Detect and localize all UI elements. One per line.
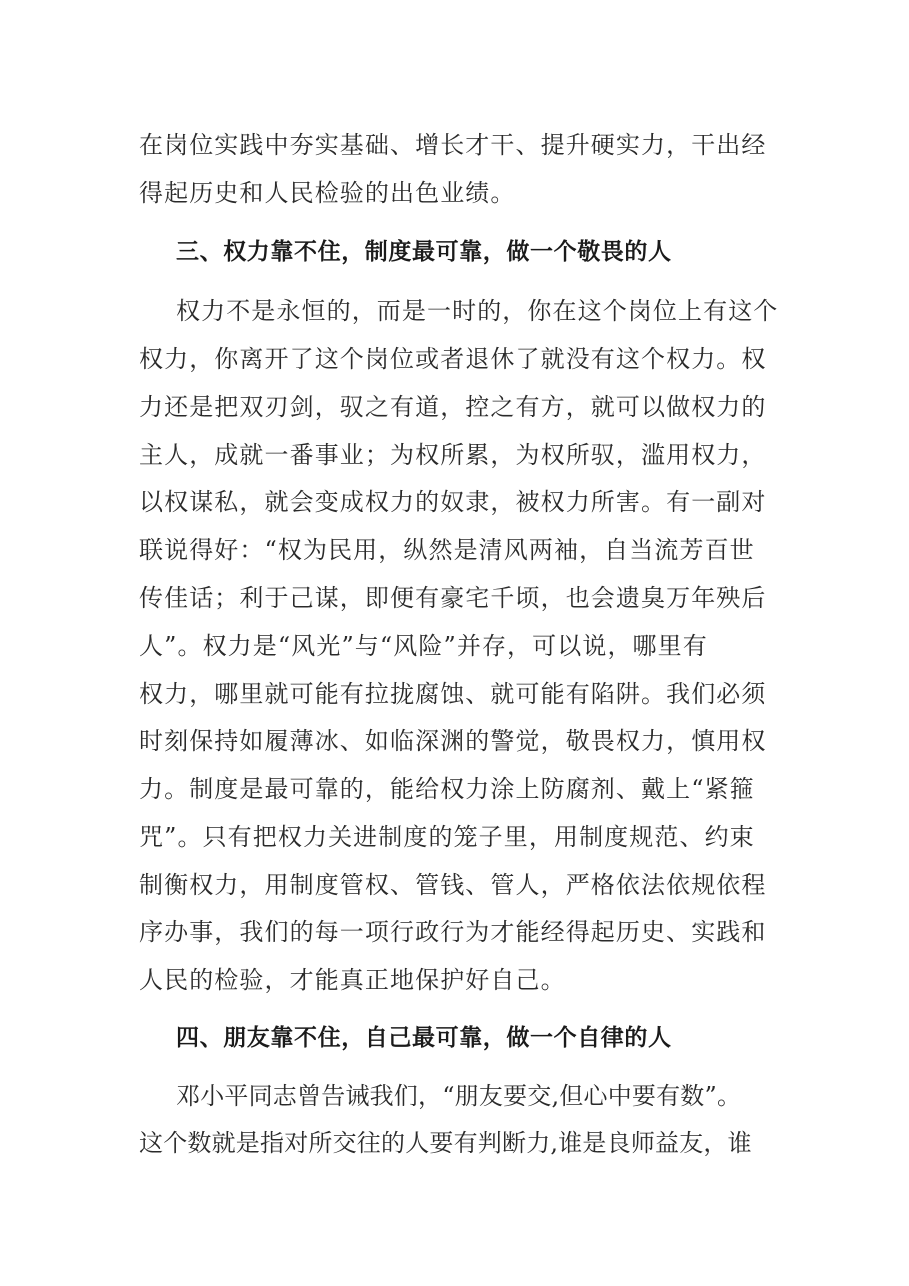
body-text-line: 以权谋私，就会变成权力的奴隶，被权力所害。有一副对 [139, 488, 767, 516]
section-heading-4: 四、朋友靠不住，自己最可靠，做一个自律的人 [176, 1025, 672, 1051]
body-text-line: 联说得好：“权为民用，纵然是清风两袖，自当流芳百世 [139, 536, 755, 564]
body-text-line: 序办事，我们的每一项行政行为才能经得起历史、实践和 [139, 918, 767, 946]
body-text-line: 主人，成就一番事业；为权所累，为权所驭，滥用权力， [139, 441, 767, 469]
body-text-line: 权力，哪里就可能有拉拢腐蚀、就可能有陷阱。我们必须 [139, 680, 767, 708]
body-text-line: 咒”。只有把权力关进制度的笼子里，用制度规范、约束 [139, 823, 755, 851]
body-text-line: 人民的检验，才能真正地保护好自己。 [139, 966, 566, 994]
section-heading-3: 三、权力靠不住，制度最可靠，做一个敬畏的人 [176, 239, 672, 265]
body-text-line: 时刻保持如履薄冰、如临深渊的警觉，敬畏权力，慎用权 [139, 727, 767, 755]
body-text-line: 得起历史和人民检验的出色业绩。 [139, 179, 516, 207]
body-text-line: 制衡权力，用制度管权、管钱、管人，严格依法依规依程 [139, 871, 767, 899]
body-text-line: 权力，你离开了这个岗位或者退休了就没有这个权力。权 [139, 345, 767, 373]
body-text-line: 人”。权力是“风光”与“风险”并存，可以说，哪里有 [139, 632, 708, 660]
body-text-line: 权力不是永恒的，而是一时的，你在这个岗位上有这个 [176, 297, 779, 325]
body-text-line: 邓小平同志曾告诫我们，“朋友要交,但心中要有数”。 [176, 1082, 742, 1110]
body-text-line: 这个数就是指对所交往的人要有判断力,谁是良师益友，谁 [139, 1129, 752, 1157]
body-text-line: 力还是把双刃剑，驭之有道，控之有方，就可以做权力的 [139, 393, 767, 421]
body-text-line: 在岗位实践中夯实基础、增长才干、提升硬实力，干出经 [139, 131, 767, 159]
body-text-line: 传佳话；利于己谋，即便有豪宅千顷，也会遗臭万年殃后 [139, 584, 767, 612]
body-text-line: 力。制度是最可靠的，能给权力涂上防腐剂、戴上“紧箍 [139, 775, 755, 803]
